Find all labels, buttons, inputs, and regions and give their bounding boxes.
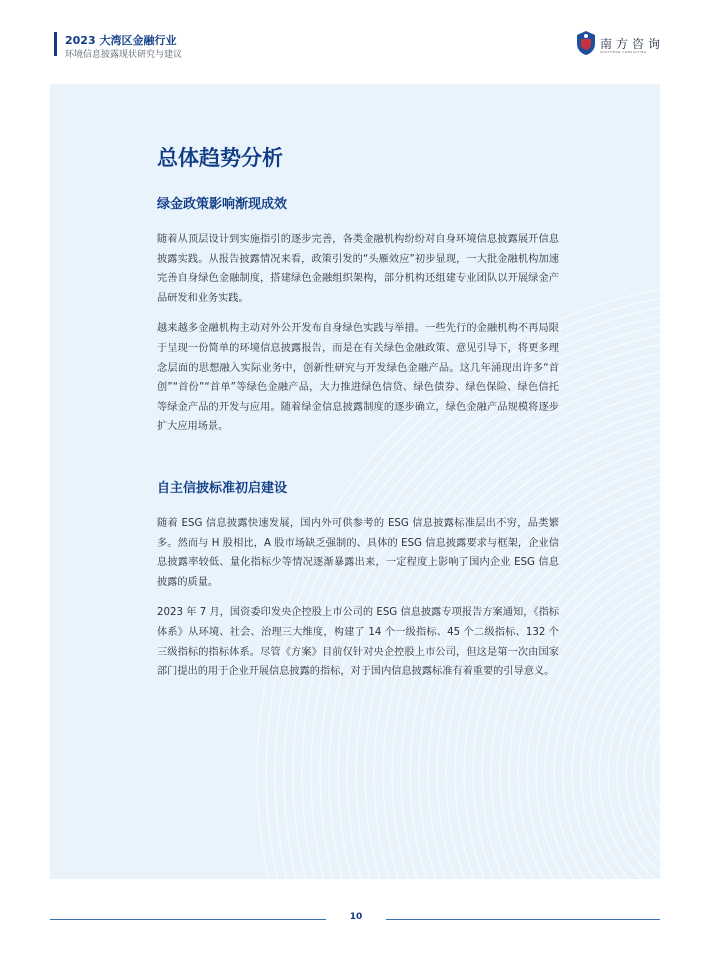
decorative-ring	[599, 623, 660, 879]
section-2-paragraph-1: 随着 ESG 信息披露快速发展，国内外可供参考的 ESG 信息披露标准层出不穷，品类繁多。然而与 H 股相比，A 股市场缺乏强制的、具体的 ESG 信息披露要求与框架，企业信息披露率较低、量化指标少等情况逐渐暴露出来，一定程度上影响了国内企业 ESG 信息披露的质量。	[157, 517, 559, 588]
decorative-ring	[608, 632, 660, 879]
page-number: 10	[349, 912, 363, 922]
section-heading-disclosure-standards: 自主信披标准初启建设	[157, 480, 288, 496]
decorative-ring	[644, 668, 660, 879]
header-accent-bar	[54, 32, 57, 56]
decorative-ring	[590, 614, 660, 879]
logo-tagline: SOUTHERN CONSULTING	[600, 50, 647, 54]
logo-wordmark: 南方咨询	[600, 37, 665, 51]
decorative-ring	[626, 650, 660, 879]
footer-line-right	[386, 919, 660, 920]
section-1-paragraph-2: 越来越多金融机构主动对外公开发布自身绿色实践与举措。一些先行的金融机构不再局限于呈现一份简单的环境信息披露报告，而是在有关绿色金融政策、意见引导下，将更多理念层面的思想融入实际业务中，创新性研究与开发绿色金融产品。这几年涌现出许多“首创”“首份”“首单”等绿色金融产品，大力推进绿色信贷、绿色债券、绿色保险、绿色信托等绿金产品的开发与应用。随着绿金信息披露制度的逐步确立，绿色金融产品规模将逐步扩大应用场景。	[157, 323, 559, 433]
section-heading-green-policy: 绿金政策影响渐现成效	[157, 197, 288, 212]
footer-line-left	[50, 919, 326, 920]
page-title: 总体趋势分析	[157, 146, 283, 170]
logo-emblem-icon	[575, 30, 597, 56]
report-subtitle: 环境信息披露现状研究与建议	[65, 50, 183, 60]
decorative-ring	[545, 569, 660, 879]
report-title: 2023 大湾区金融行业	[65, 34, 177, 47]
main-content	[157, 145, 559, 682]
section-2-paragraph-2: 2023 年 7 月，国资委印发央企控股上市公司的 ESG 信息披露专项报告方案通知，《指标体系》从环境、社会、治理三大维度，构建了 14 个一级指标、45 个二级指标、132 个三级指标的指标体系。尽管《方案》目前仅针对央企控股上市公司，但这是第一次由国家部门提出的用于企业开展信息披露的指标，对于国内信息披露标准有着重要的引导意义。	[157, 607, 559, 678]
decorative-ring	[653, 677, 660, 871]
company-logo	[575, 30, 675, 58]
section-1-paragraph-1: 随着从顶层设计到实施指引的逐步完善，各类金融机构纷纷对自身环境信息披露展开信息披露实践。从报告披露情况来看，政策引发的“头雁效应”初步显现，一大批金融机构加速完善自身绿色金融制度，搭建绿色金融组织架构，部分机构还组建专业团队以开展绿金产品研发和业务实践。	[157, 234, 559, 304]
